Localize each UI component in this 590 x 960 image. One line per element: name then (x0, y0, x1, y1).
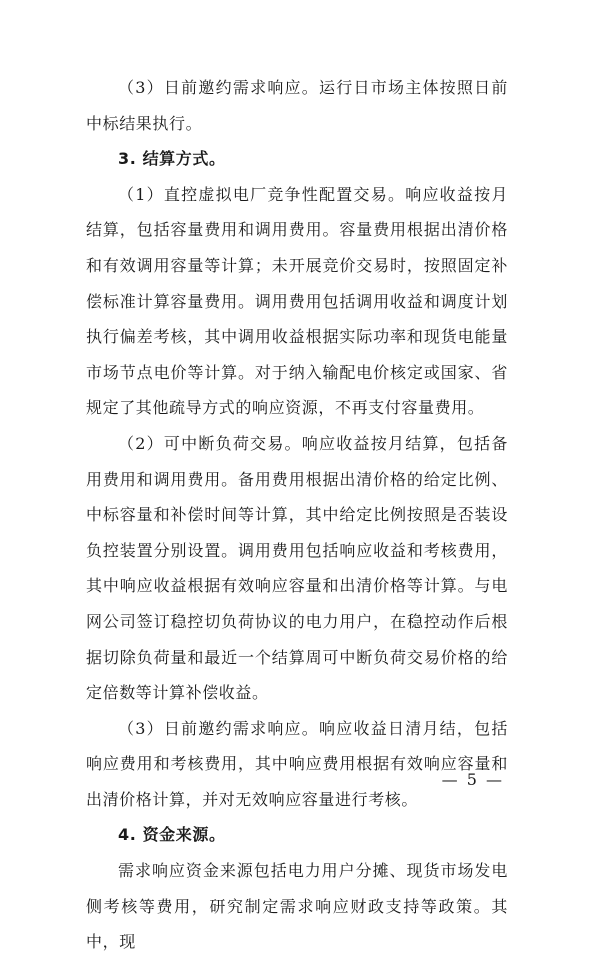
paragraph-funding-source: 需求响应资金来源包括电力用户分摊、现货市场发电侧考核等费用，研究制定需求响应财政支持等政策。其中，现 (86, 861, 508, 952)
paragraph-interruptible-load-settlement: （2）可中断负荷交易。响应收益按月结算，包括备用费用和调用费用。备用费用根据出清价格的给定比例、中标容量和补偿时间等计算，其中给定比例按照是否装设负控装置分别设置。调用费用包括响应收益和考核费用，其中响应收益根据有效响应容量和出清价格等计算。与电网公司签订稳控切负荷协议的电力用户，在稳控动作后根据切除负荷量和最近一个结算周可中断负荷交易价格的给定倍数等计算补偿收益。 (86, 433, 508, 703)
page-number: — 5 — (441, 770, 504, 789)
paragraph-day-ahead-invitation-execution: （3）日前邀约需求响应。运行日市场主体按照日前中标结果执行。 (86, 78, 508, 133)
heading-funding-source: 4. 资金来源。 (118, 825, 226, 845)
document-body (86, 70, 508, 960)
paragraph-day-ahead-invitation-settlement: （3）日前邀约需求响应。响应收益日清月结，包括响应费用和考核费用，其中响应费用根据有效响应容量和出清价格计算，并对无效响应容量进行考核。 (86, 718, 508, 809)
paragraph-direct-control-vpp-settlement: （1）直控虚拟电厂竞争性配置交易。响应收益按月结算，包括容量费用和调用费用。容量费用根据出清价格和有效调用容量等计算；未开展竞价交易时，按照固定补偿标准计算容量费用。调用费用包括调用收益和调度计划执行偏差考核，其中调用收益根据实际功率和现货电能量市场节点电价等计算。对于纳入输配电价核定或国家、省规定了其他疏导方式的响应资源，不再支付容量费用。 (86, 184, 508, 418)
heading-settlement-method: 3. 结算方式。 (118, 149, 226, 169)
